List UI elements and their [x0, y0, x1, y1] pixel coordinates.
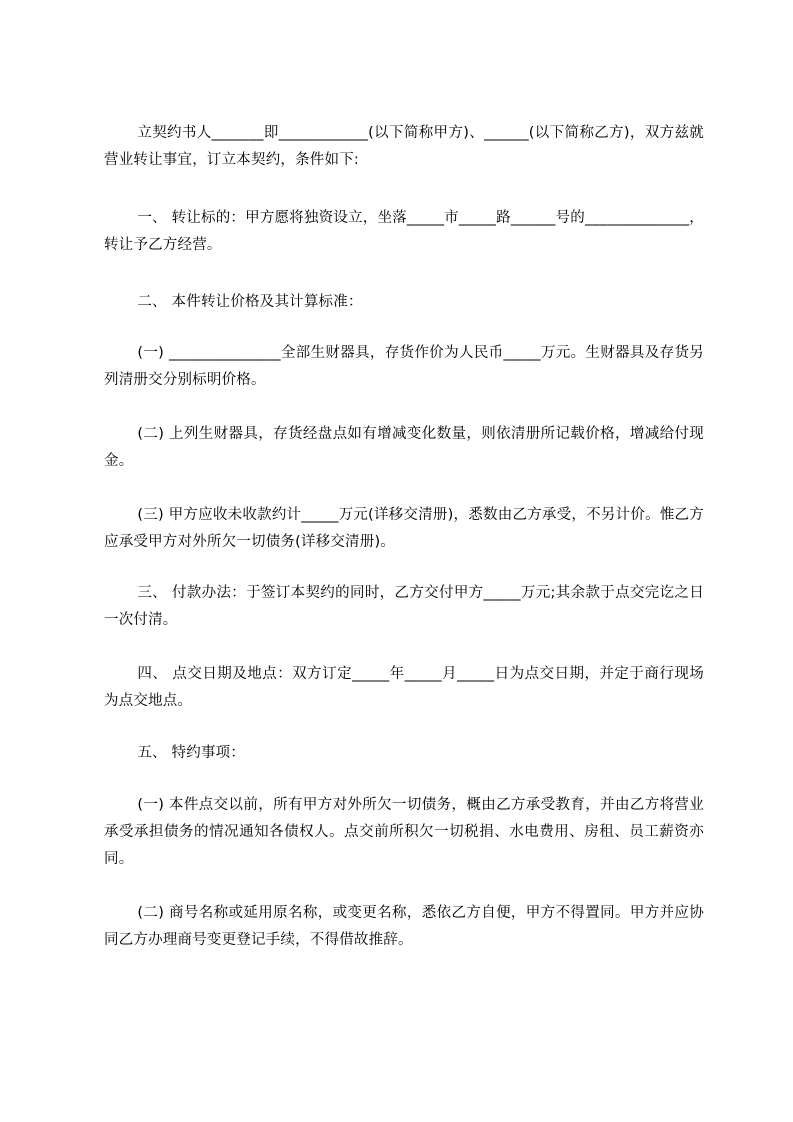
clause-1-transfer-object: 一、 转让标的：甲方愿将独资设立，坐落_____市_____路______号的______________，转让予乙方经营。 [104, 210, 704, 253]
clause-2-heading: 二、 本件转让价格及其计算标准： [137, 294, 363, 310]
preamble-paragraph: 立契约书人_______即____________(以下简称甲方)、______(以下简称乙方)，双方兹就营业转让事宜，订立本契约，条件如下: [104, 125, 704, 168]
clause-2-item-3: (三) 甲方应收未收款约计_____万元(详移交清册)，悉数由乙方承受，不另计价。惟乙方应承受甲方对外所欠一切债务(详移交清册)。 [104, 507, 704, 550]
clause-3-payment: 三、 付款办法：于签订本契约的同时，乙方交付甲方_____万元;其余款于点交完讫之日一次付清。 [104, 585, 704, 628]
clause-5-item-1: (一) 本件点交以前，所有甲方对外所欠一切债务，概由乙方承受教育，并由乙方将营业承受承担债务的情况通知各债权人。点交前所积欠一切税捐、水电费用、房租、员工薪资亦同。 [104, 797, 704, 867]
clause-2-item-2: (二) 上列生财器具，存货经盘点如有增减变化数量，则依清册所记载价格，增减给付现金。 [104, 426, 704, 469]
clause-4-delivery: 四、 点交日期及地点：双方订定_____年_____月_____日为点交日期，并定于商行现场为点交地点。 [104, 666, 704, 709]
clause-2-item-1: (一) _______________全部生财器具，存货作价为人民币_____万元。生财器具及存货另列清册交分别标明价格。 [104, 345, 704, 388]
clause-5-heading: 五、 特约事项： [137, 745, 246, 761]
clause-5-item-2: (二) 商号名称或延用原名称，或变更名称，悉依乙方自便，甲方不得置同。甲方并应协同乙方办理商号变更登记手续，不得借故推辞。 [104, 905, 704, 948]
